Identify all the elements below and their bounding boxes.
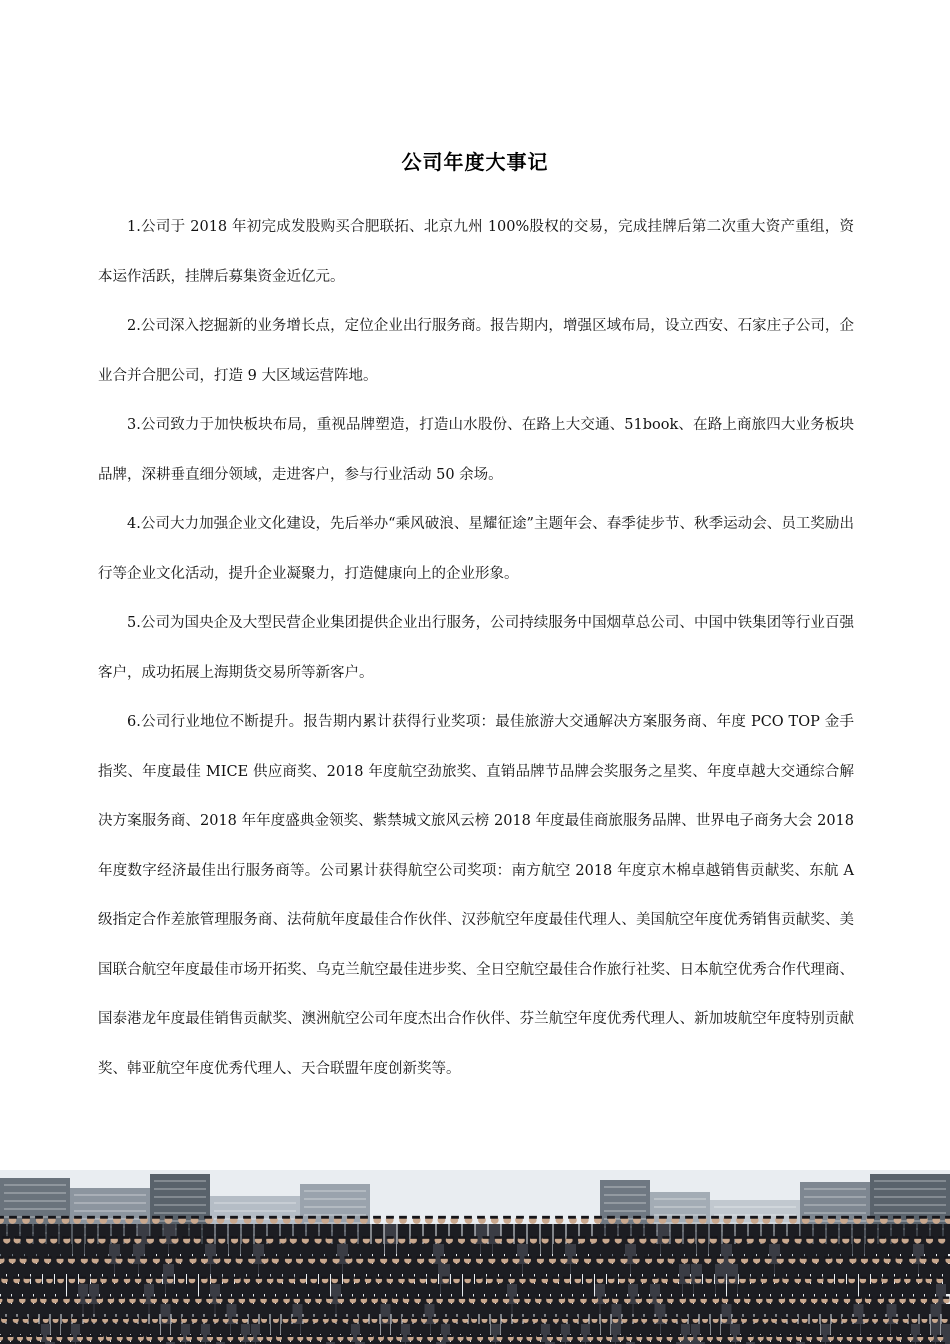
company-group-photo — [0, 1170, 950, 1344]
group-photo-image — [0, 1170, 950, 1344]
paragraph-2: 2.公司深入挖掘新的业务增长点，定位企业出行服务商。报告期内，增强区域布局，设立西安、石家庄子公司，企业合并合肥公司，打造 9 大区域运营阵地。 — [98, 318, 854, 384]
paragraph-5: 5.公司为国央企及大型民营企业集团提供企业出行服务，公司持续服务中国烟草总公司、中国中铁集团等行业百强客户，成功拓展上海期货交易所等新客户。 — [98, 615, 854, 681]
page-title: 公司年度大事记 — [401, 150, 549, 174]
paragraph-6: 6.公司行业地位不断提升。报告期内累计获得行业奖项：最佳旅游大交通解决方案服务商、年度 PCO TOP 金手指奖、年度最佳 MICE 供应商奖、2018 年度航空劲旅奖、直销品牌节品牌会奖服务之星奖、年度卓越大交通综合解决方案服务商、2018 年年度盛典金领奖、紫禁城文旅风云榜 2018 年度最佳商旅服务品牌、世界电子商务大会 2018 年度数字经济最佳出行服务商等。公司累计获得航空公司奖项：南方航空 2018 年度京木棉卓越销售贡献奖、东航 A 级指定合作差旅管理服务商、法荷航年度最佳合作伙伴、汉莎航空年度最佳代理人、美国航空年度优秀销售贡献奖、美国联合航空年度最佳市场开拓奖、乌克兰航空最佳进步奖、全日空航空最佳合作旅行社奖、日本航空优秀合作代理商、国泰港龙年度最佳销售贡献奖、澳洲航空公司年度杰出合作伙伴、芬兰航空年度优秀代理人、新加坡航空年度特别贡献奖、韩亚航空年度优秀代理人、天合联盟年度创新奖等。 — [98, 714, 854, 1077]
paragraph-3: 3.公司致力于加快板块布局，重视品牌塑造，打造山水股份、在路上大交通、51book、在路上商旅四大业务板块品牌，深耕垂直细分领域，走进客户，参与行业活动 50 余场。 — [98, 417, 854, 483]
paragraph-4: 4.公司大力加强企业文化建设，先后举办“乘风破浪、星耀征途”主题年会、春季徒步节、秋季运动会、员工奖励出行等企业文化活动，提升企业凝聚力，打造健康向上的企业形象。 — [98, 516, 854, 582]
document-body — [98, 203, 854, 1094]
paragraph-1: 1.公司于 2018 年初完成发股购买合肥联拓、北京九州 100%股权的交易，完成挂牌后第二次重大资产重组，资本运作活跃，挂牌后募集资金近亿元。 — [98, 219, 854, 285]
